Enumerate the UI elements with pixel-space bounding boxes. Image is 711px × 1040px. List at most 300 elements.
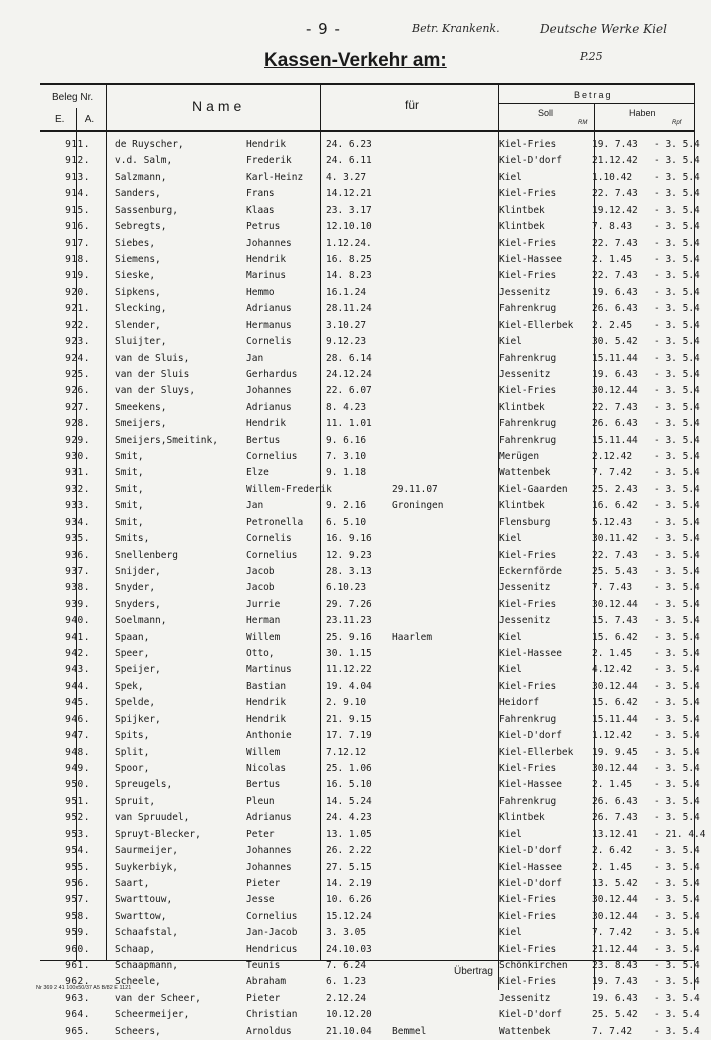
haben-amount: - 3. 5.4 bbox=[654, 943, 700, 955]
entry-number: 946. bbox=[65, 713, 90, 725]
a-header: A. bbox=[84, 114, 95, 125]
birth-date: 13. 1.05 bbox=[326, 828, 372, 840]
birth-date: 7. 6.24 bbox=[326, 960, 367, 971]
first-name: Jesse bbox=[246, 894, 275, 906]
haben-amount: - 3. 5.4 bbox=[654, 270, 700, 282]
birth-date: 17. 7.19 bbox=[326, 730, 372, 742]
soll-amount: 7. 8.43 bbox=[592, 221, 633, 233]
place: Kiel bbox=[499, 336, 522, 347]
haben-amount: - 3. 5.4 bbox=[654, 451, 700, 462]
table-row bbox=[0, 235, 711, 252]
entry-number: 955. bbox=[65, 861, 90, 873]
place: Kiel-Fries bbox=[499, 763, 557, 774]
last-name: van de Sluis, bbox=[115, 352, 190, 364]
soll-amount: 7. 7.42 bbox=[592, 1025, 633, 1037]
last-name: Spruit, bbox=[115, 795, 156, 807]
table-row bbox=[0, 563, 711, 580]
birth-date: 14. 5.24 bbox=[326, 795, 372, 807]
table-row bbox=[0, 941, 711, 958]
soll-amount: 7. 7.43 bbox=[592, 582, 633, 594]
soll-amount: 19. 6.43 bbox=[592, 368, 638, 380]
table-row bbox=[0, 169, 711, 186]
last-name: Snyders, bbox=[115, 598, 161, 610]
soll-amount: 15. 6.42 bbox=[592, 697, 638, 709]
entry-number: 956. bbox=[65, 877, 90, 889]
birth-date: 19. 4.04 bbox=[326, 680, 372, 692]
page-number: - 9 - bbox=[306, 20, 341, 38]
soll-amount: 19. 7.43 bbox=[592, 139, 638, 150]
place: Kiel-Fries bbox=[499, 976, 557, 988]
first-name: Cornelis bbox=[246, 533, 292, 545]
first-name: Pleun bbox=[246, 795, 275, 807]
birth-date: 26. 2.22 bbox=[326, 845, 372, 857]
entry-number: 963. bbox=[65, 992, 90, 1004]
haben-amount: - 3. 5.4 bbox=[654, 664, 700, 676]
first-name: Cornelius bbox=[246, 910, 298, 922]
entry-number: 957. bbox=[65, 894, 90, 906]
last-name: Speijer, bbox=[115, 664, 161, 676]
birth-date: 16. 5.10 bbox=[326, 779, 372, 791]
ea-header bbox=[55, 114, 94, 125]
last-name: Smeijers,Smeitink, bbox=[115, 434, 218, 446]
first-name: Gerhardus bbox=[246, 368, 298, 380]
table-row bbox=[0, 350, 711, 367]
birth-date: 14.12.21 bbox=[326, 188, 372, 200]
table-row bbox=[0, 185, 711, 202]
place: Schönkirchen bbox=[499, 960, 568, 971]
first-name: Petrus bbox=[246, 221, 281, 233]
place: Klintbek bbox=[499, 812, 545, 824]
table-row bbox=[0, 579, 711, 596]
last-name: Sluijter, bbox=[115, 336, 167, 347]
table-row bbox=[0, 448, 711, 465]
table-row bbox=[0, 481, 711, 498]
first-name: Johannes bbox=[246, 861, 292, 873]
entry-number: 960. bbox=[65, 943, 90, 955]
first-name: Cornelius bbox=[246, 451, 298, 462]
birth-date: 9. 2.16 bbox=[326, 500, 367, 512]
table-row bbox=[0, 891, 711, 908]
haben-amount: - 3. 5.4 bbox=[654, 877, 700, 889]
entry-number: 952. bbox=[65, 812, 90, 824]
first-name: Herman bbox=[246, 615, 281, 627]
first-name: Teunis bbox=[246, 960, 281, 971]
entry-number: 931. bbox=[65, 467, 90, 479]
birth-date: 28.11.24 bbox=[326, 303, 372, 315]
soll-amount: 1.12.42 bbox=[592, 730, 633, 742]
last-name: Snijder, bbox=[115, 565, 161, 577]
first-name: Adrianus bbox=[246, 401, 292, 413]
birth-date: 27. 5.15 bbox=[326, 861, 372, 873]
soll-amount: 15.11.44 bbox=[592, 713, 638, 725]
entry-number: 964. bbox=[65, 1009, 90, 1021]
soll-amount: 30.11.42 bbox=[592, 533, 638, 545]
last-name: Soelmann, bbox=[115, 615, 167, 627]
first-name: Hermanus bbox=[246, 319, 292, 331]
place: Kiel-Hassee bbox=[499, 861, 562, 873]
soll-amount: 21.12.44 bbox=[592, 943, 638, 955]
place: Kiel-Fries bbox=[499, 385, 557, 397]
place: Klintbek bbox=[499, 204, 545, 216]
place: Fahrenkrug bbox=[499, 434, 557, 446]
haben-amount: - 3. 5.4 bbox=[654, 418, 700, 430]
table-row bbox=[0, 661, 711, 678]
birth-date: 28. 3.13 bbox=[326, 565, 372, 577]
soll-amount: 30.12.44 bbox=[592, 910, 638, 922]
soll-amount: 22. 7.43 bbox=[592, 401, 638, 413]
soll-amount: 19. 6.43 bbox=[592, 286, 638, 298]
entry-number: 944. bbox=[65, 680, 90, 692]
last-name: Spruyt-Blecker, bbox=[115, 828, 201, 840]
haben-amount: - 3. 5.4 bbox=[654, 434, 700, 446]
last-name: de Ruyscher, bbox=[115, 139, 184, 150]
first-name: Martinus bbox=[246, 664, 292, 676]
place: Kiel bbox=[499, 664, 522, 676]
entry-number: 951. bbox=[65, 795, 90, 807]
entry-number: 926. bbox=[65, 385, 90, 397]
birth-date: 14. 2.19 bbox=[326, 877, 372, 889]
last-name: van der Scheer, bbox=[115, 992, 201, 1004]
entry-number: 921. bbox=[65, 303, 90, 315]
table-row bbox=[0, 875, 711, 892]
haben-amount: - 3. 5.4 bbox=[654, 401, 700, 413]
first-name: Frans bbox=[246, 188, 275, 200]
first-name: Jacob bbox=[246, 582, 275, 594]
table-row bbox=[0, 333, 711, 350]
last-name: Sanders, bbox=[115, 188, 161, 200]
entry-number: 933. bbox=[65, 500, 90, 512]
place: Kiel bbox=[499, 927, 522, 939]
last-name: van der Sluys, bbox=[115, 385, 196, 397]
table-row bbox=[0, 744, 711, 761]
place: Klintbek bbox=[499, 221, 545, 233]
soll-amount: 13. 5.42 bbox=[592, 877, 638, 889]
entry-number: 918. bbox=[65, 253, 90, 265]
soll-amount: 2. 6.42 bbox=[592, 845, 633, 857]
first-name: Marinus bbox=[246, 270, 287, 282]
last-name: Smit, bbox=[115, 516, 144, 528]
entry-number: 932. bbox=[65, 483, 90, 495]
soll-amount: 30. 5.42 bbox=[592, 336, 638, 347]
entry-number: 911. bbox=[65, 139, 90, 150]
soll-amount: 7. 7.42 bbox=[592, 467, 633, 479]
first-name: Abraham bbox=[246, 976, 287, 988]
table-row bbox=[0, 694, 711, 711]
place: Kiel-Ellerbek bbox=[499, 319, 574, 331]
haben-amount: - 3. 5.4 bbox=[654, 598, 700, 610]
birth-date: 21.10.04 bbox=[326, 1025, 372, 1037]
last-name: Sassenburg, bbox=[115, 204, 178, 216]
place: Fahrenkrug bbox=[499, 795, 557, 807]
rpf-unit-label: Rpf bbox=[672, 120, 682, 126]
haben-amount: - 3. 5.4 bbox=[654, 303, 700, 315]
birth-note: 29.11.07 bbox=[392, 483, 438, 495]
entry-number: 938. bbox=[65, 582, 90, 594]
table-row bbox=[0, 645, 711, 662]
haben-amount: - 3. 5.4 bbox=[654, 336, 700, 347]
table-row bbox=[0, 464, 711, 481]
haben-amount: - 21. 4.4 bbox=[654, 828, 706, 840]
haben-amount: - 3. 5.4 bbox=[654, 204, 700, 216]
place: Fahrenkrug bbox=[499, 418, 557, 430]
first-name: Pieter bbox=[246, 992, 281, 1004]
place: Fahrenkrug bbox=[499, 352, 557, 364]
soll-amount: 23. 8.43 bbox=[592, 960, 638, 971]
birth-note: Groningen bbox=[392, 500, 444, 512]
birth-date: 25. 1.06 bbox=[326, 763, 372, 774]
soll-amount: 30.12.44 bbox=[592, 894, 638, 906]
haben-header: Haben bbox=[629, 108, 656, 118]
place: Kiel-D'dorf bbox=[499, 845, 562, 857]
entry-number: 965. bbox=[65, 1025, 90, 1037]
last-name: Spaan, bbox=[115, 631, 150, 643]
last-name: Spelde, bbox=[115, 697, 156, 709]
haben-amount: - 3. 5.4 bbox=[654, 385, 700, 397]
birth-date: 15.12.24 bbox=[326, 910, 372, 922]
entry-number: 962. bbox=[65, 976, 90, 988]
header-bottom-rule bbox=[40, 130, 695, 132]
entry-number: 922. bbox=[65, 319, 90, 331]
first-name: Christian bbox=[246, 1009, 298, 1021]
entry-number: 925. bbox=[65, 368, 90, 380]
table-row bbox=[0, 218, 711, 235]
table-row bbox=[0, 908, 711, 925]
first-name: Petronella bbox=[246, 516, 304, 528]
entry-number: 949. bbox=[65, 763, 90, 774]
birth-date: 24.12.24 bbox=[326, 368, 372, 380]
first-name: Jurrie bbox=[246, 598, 281, 610]
first-name: Willem bbox=[246, 631, 281, 643]
birth-date: 8. 4.23 bbox=[326, 401, 367, 413]
place: Kiel-Fries bbox=[499, 598, 557, 610]
first-name: Johannes bbox=[246, 845, 292, 857]
birth-date: 21. 9.15 bbox=[326, 713, 372, 725]
first-name: Anthonie bbox=[246, 730, 292, 742]
entry-number: 934. bbox=[65, 516, 90, 528]
haben-amount: - 3. 5.4 bbox=[654, 368, 700, 380]
entry-number: 915. bbox=[65, 204, 90, 216]
entry-number: 940. bbox=[65, 615, 90, 627]
table-row bbox=[0, 990, 711, 1007]
birth-date: 24. 6.23 bbox=[326, 139, 372, 150]
last-name: Swarttow, bbox=[115, 910, 167, 922]
place: Kiel bbox=[499, 631, 522, 643]
entry-number: 948. bbox=[65, 746, 90, 758]
haben-amount: - 3. 5.4 bbox=[654, 188, 700, 200]
haben-amount: - 3. 5.4 bbox=[654, 976, 700, 988]
place: Jessenitz bbox=[499, 615, 551, 627]
last-name: Smit, bbox=[115, 467, 144, 479]
last-name: Snyder, bbox=[115, 582, 156, 594]
soll-amount: 15. 7.43 bbox=[592, 615, 638, 627]
table-row bbox=[0, 202, 711, 219]
haben-amount: - 3. 5.4 bbox=[654, 992, 700, 1004]
haben-amount: - 3. 5.4 bbox=[654, 352, 700, 364]
place: Merügen bbox=[499, 451, 540, 462]
entry-number: 953. bbox=[65, 828, 90, 840]
soll-amount: 2.12.42 bbox=[592, 451, 633, 462]
place: Kiel-Ellerbek bbox=[499, 746, 574, 758]
place: Kiel-D'dorf bbox=[499, 877, 562, 889]
table-row bbox=[0, 826, 711, 843]
place: Kiel-D'dorf bbox=[499, 155, 562, 167]
soll-amount: 15.11.44 bbox=[592, 434, 638, 446]
birth-date: 9. 6.16 bbox=[326, 434, 367, 446]
entry-number: 935. bbox=[65, 533, 90, 545]
table-row bbox=[0, 284, 711, 301]
first-name: Karl-Heinz bbox=[246, 171, 304, 183]
entry-number: 929. bbox=[65, 434, 90, 446]
last-name: Spoor, bbox=[115, 763, 150, 774]
last-name: van der Sluis bbox=[115, 368, 190, 380]
betrag-rule bbox=[498, 103, 695, 104]
last-name: Smit, bbox=[115, 451, 144, 462]
birth-date: 25. 9.16 bbox=[326, 631, 372, 643]
haben-amount: - 3. 5.4 bbox=[654, 894, 700, 906]
table-row bbox=[0, 776, 711, 793]
last-name: Smeijers, bbox=[115, 418, 167, 430]
soll-amount: 19.12.42 bbox=[592, 204, 638, 216]
name-header: Name bbox=[192, 98, 246, 114]
soll-amount: 26. 6.43 bbox=[592, 795, 638, 807]
table-row bbox=[0, 727, 711, 744]
entry-number: 930. bbox=[65, 451, 90, 462]
haben-amount: - 3. 5.4 bbox=[654, 697, 700, 709]
soll-amount: 15. 6.42 bbox=[592, 631, 638, 643]
soll-amount: 5.12.43 bbox=[592, 516, 633, 528]
last-name: Saart, bbox=[115, 877, 150, 889]
rm-unit-label: RM bbox=[578, 120, 588, 126]
entry-number: 937. bbox=[65, 565, 90, 577]
first-name: Pieter bbox=[246, 877, 281, 889]
first-name: Jan-Jacob bbox=[246, 927, 298, 939]
soll-amount: 2. 1.45 bbox=[592, 779, 633, 791]
table-row bbox=[0, 300, 711, 317]
birth-date: 10.12.20 bbox=[326, 1009, 372, 1021]
last-name: Smit, bbox=[115, 500, 144, 512]
birth-note: Haarlem bbox=[392, 631, 433, 643]
last-name: Schaafstal, bbox=[115, 927, 178, 939]
birth-date: 3. 3.05 bbox=[326, 927, 367, 939]
last-name: Smeekens, bbox=[115, 401, 167, 413]
haben-amount: - 3. 5.4 bbox=[654, 648, 700, 659]
haben-amount: - 3. 5.4 bbox=[654, 237, 700, 249]
first-name: Bertus bbox=[246, 434, 281, 446]
place: Kiel-Gaarden bbox=[499, 483, 568, 495]
first-name: Klaas bbox=[246, 204, 275, 216]
place: Fahrenkrug bbox=[499, 713, 557, 725]
e-header: E. bbox=[55, 114, 65, 125]
table-row bbox=[0, 514, 711, 531]
place: Kiel-Hassee bbox=[499, 253, 562, 265]
first-name: Jan bbox=[246, 500, 264, 512]
haben-amount: - 3. 5.4 bbox=[654, 516, 700, 528]
birth-date: 24.10.03 bbox=[326, 943, 372, 955]
table-row bbox=[0, 547, 711, 564]
entry-number: 959. bbox=[65, 927, 90, 939]
first-name: Johannes bbox=[246, 237, 292, 249]
first-name: Hendrik bbox=[246, 139, 287, 150]
birth-date: 16. 9.16 bbox=[326, 533, 372, 545]
haben-amount: - 3. 5.4 bbox=[654, 779, 700, 791]
soll-amount: 30.12.44 bbox=[592, 763, 638, 774]
haben-amount: - 3. 5.4 bbox=[654, 565, 700, 577]
table-row bbox=[0, 678, 711, 695]
beleg-header: Beleg Nr. bbox=[52, 92, 94, 103]
first-name: Bastian bbox=[246, 680, 287, 692]
last-name: Scheermeijer, bbox=[115, 1009, 190, 1021]
entry-number: 924. bbox=[65, 352, 90, 364]
last-name: Suykerbiyk, bbox=[115, 861, 178, 873]
birth-date: 2. 9.10 bbox=[326, 697, 367, 709]
entry-number: 928. bbox=[65, 418, 90, 430]
place: Wattenbek bbox=[499, 467, 551, 479]
haben-amount: - 3. 5.4 bbox=[654, 1009, 700, 1021]
birth-date: 28. 6.14 bbox=[326, 352, 372, 364]
table-row bbox=[0, 251, 711, 268]
birth-date: 12. 9.23 bbox=[326, 549, 372, 561]
soll-amount: 30.12.44 bbox=[592, 385, 638, 397]
haben-amount: - 3. 5.4 bbox=[654, 861, 700, 873]
table-row bbox=[0, 760, 711, 777]
place: Klintbek bbox=[499, 401, 545, 413]
place: Jessenitz bbox=[499, 582, 551, 594]
soll-amount: 13.12.41 bbox=[592, 828, 638, 840]
place: Kiel-Fries bbox=[499, 270, 557, 282]
table-row bbox=[0, 1023, 711, 1040]
place: Kiel-Fries bbox=[499, 188, 557, 200]
place: Wattenbek bbox=[499, 1025, 551, 1037]
place: Kiel-D'dorf bbox=[499, 1009, 562, 1021]
soll-amount: 19. 6.43 bbox=[592, 992, 638, 1004]
first-name: Otto, bbox=[246, 648, 275, 659]
haben-amount: - 3. 5.4 bbox=[654, 171, 700, 183]
soll-amount: 22. 7.43 bbox=[592, 237, 638, 249]
place: Kiel bbox=[499, 171, 522, 183]
first-name: Willem bbox=[246, 746, 281, 758]
birth-date: 24. 6.11 bbox=[326, 155, 372, 167]
entry-number: 920. bbox=[65, 286, 90, 298]
entry-number: 954. bbox=[65, 845, 90, 857]
haben-amount: - 3. 5.4 bbox=[654, 960, 700, 971]
soll-amount: 7. 7.42 bbox=[592, 927, 633, 939]
table-row bbox=[0, 267, 711, 284]
haben-amount: - 3. 5.4 bbox=[654, 155, 700, 167]
entry-number: 913. bbox=[65, 171, 90, 183]
last-name: Smits, bbox=[115, 533, 150, 545]
haben-amount: - 3. 5.4 bbox=[654, 795, 700, 807]
birth-date: 6. 1.23 bbox=[326, 976, 367, 988]
table-row bbox=[0, 842, 711, 859]
place: Kiel-Fries bbox=[499, 910, 557, 922]
birth-date: 4. 3.27 bbox=[326, 171, 367, 183]
place: Eckernförde bbox=[499, 565, 562, 577]
first-name: Bertus bbox=[246, 779, 281, 791]
entry-number: 919. bbox=[65, 270, 90, 282]
soll-amount: 22. 7.43 bbox=[592, 549, 638, 561]
first-name: Hendricus bbox=[246, 943, 298, 955]
soll-amount: 26. 6.43 bbox=[592, 303, 638, 315]
place: Jessenitz bbox=[499, 286, 551, 298]
haben-amount: - 3. 5.4 bbox=[654, 615, 700, 627]
place: Kiel-Fries bbox=[499, 943, 557, 955]
last-name: Spits, bbox=[115, 730, 150, 742]
haben-amount: - 3. 5.4 bbox=[654, 549, 700, 561]
entry-number: 947. bbox=[65, 730, 90, 742]
last-name: Salzmann, bbox=[115, 171, 167, 183]
birth-date: 10. 6.26 bbox=[326, 894, 372, 906]
birth-date: 3.10.27 bbox=[326, 319, 367, 331]
